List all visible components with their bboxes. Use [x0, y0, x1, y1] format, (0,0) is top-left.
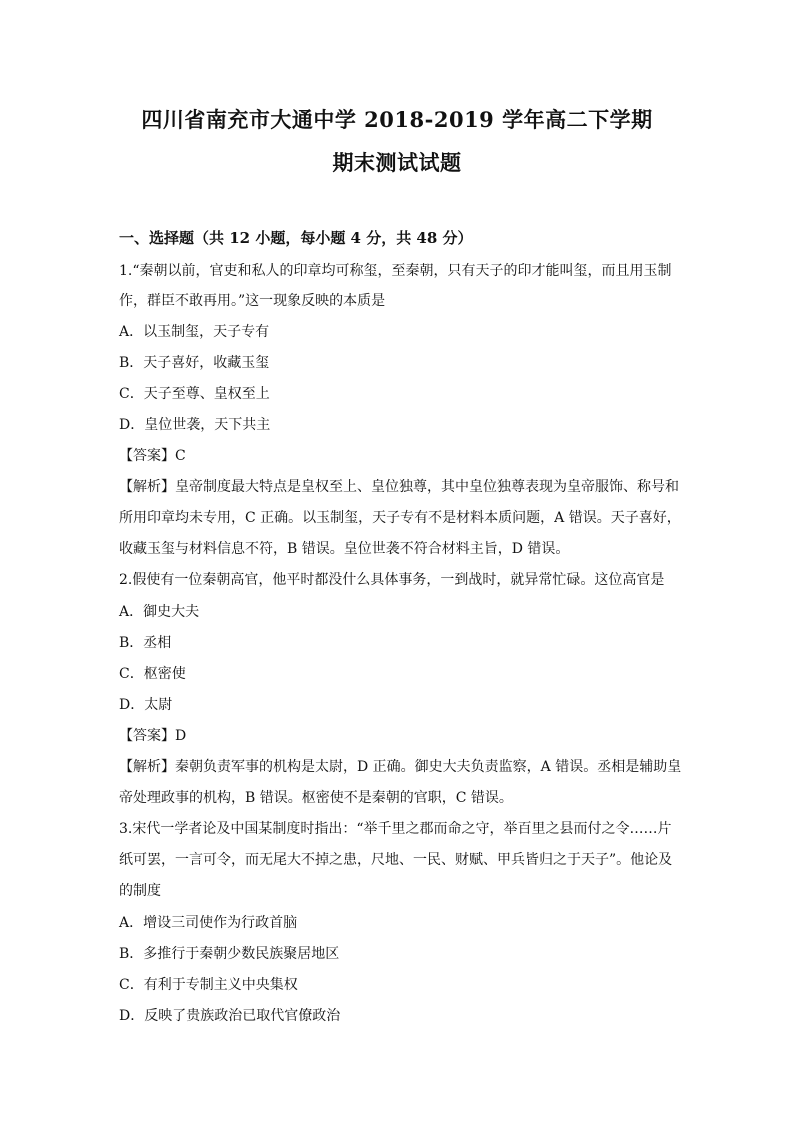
question-2-option-b: B．丞相 [119, 635, 172, 651]
question-3-stem-line-2: 纸可罢，一言可令，而无尾大不掉之患，尺地、一民、财赋、甲兵皆归之于天子”。他论及 [119, 852, 673, 868]
question-2-stem: 2.假使有一位秦朝高官，他平时都没什么具体事务，一到战时，就异常忙碌。这位高官是 [119, 572, 665, 588]
question-3-option-d: D．反映了贵族政治已取代官僚政治 [119, 1008, 341, 1024]
question-1-answer: 【答案】C [119, 448, 186, 464]
question-3-option-a: A．增设三司使作为行政首脑 [119, 915, 298, 931]
question-1-analysis-line-1: 【解析】皇帝制度最大特点是皇权至上、皇位独尊，其中皇位独尊表现为皇帝服饰、称号和 [119, 479, 679, 495]
question-2-option-c: C．枢密使 [119, 666, 186, 682]
question-2-answer: 【答案】D [119, 728, 187, 744]
document-title: 四川省南充市大通中学 2018-2019 学年高二下学期 [141, 107, 653, 132]
question-1-analysis-line-3: 收藏玉玺与材料信息不符，B 错误。皇位世袭不符合材料主旨，D 错误。 [119, 541, 570, 557]
question-3-stem-line-3: 的制度 [119, 883, 161, 899]
question-1-option-c: C．天子至尊、皇权至上 [119, 386, 270, 402]
document-subtitle: 期末测试试题 [332, 150, 462, 175]
question-3-option-b: B．多推行于秦朝少数民族聚居地区 [119, 946, 340, 962]
question-3-option-c: C．有利于专制主义中央集权 [119, 977, 298, 993]
section-heading: 一、选择题（共 12 小题，每小题 4 分，共 48 分） [119, 229, 473, 247]
question-1-stem-line-2: 作，群臣不敢再用。”这一现象反映的本质是 [119, 293, 386, 309]
question-2-analysis-line-1: 【解析】秦朝负责军事的机构是太尉，D 正确。御史大夫负责监察，A 错误。丞相是辅助皇 [119, 759, 682, 775]
question-2-analysis-line-2: 帝处理政事的机构，B 错误。枢密使不是秦朝的官职，C 错误。 [119, 790, 513, 806]
question-1-analysis-line-2: 所用印章均未专用，C 正确。以玉制玺，天子专有不是材料本质问题，A 错误。天子喜好， [119, 510, 681, 526]
question-1-stem-line-1: 1.“秦朝以前，官吏和私人的印章均可称玺，至秦朝，只有天子的印才能叫玺，而且用玉制 [119, 263, 672, 279]
question-1-option-d: D．皇位世袭，天下共主 [119, 417, 271, 433]
question-3-stem-line-1: 3.宋代一学者论及中国某制度时指出：“举千里之郡而命之守，举百里之县而付之令……片 [119, 821, 672, 837]
question-1-option-b: B．天子喜好，收藏玉玺 [119, 355, 270, 371]
question-2-option-d: D．太尉 [119, 697, 173, 713]
question-2-option-a: A．御史大夫 [119, 604, 200, 620]
question-1-option-a: A．以玉制玺，天子专有 [119, 324, 270, 340]
